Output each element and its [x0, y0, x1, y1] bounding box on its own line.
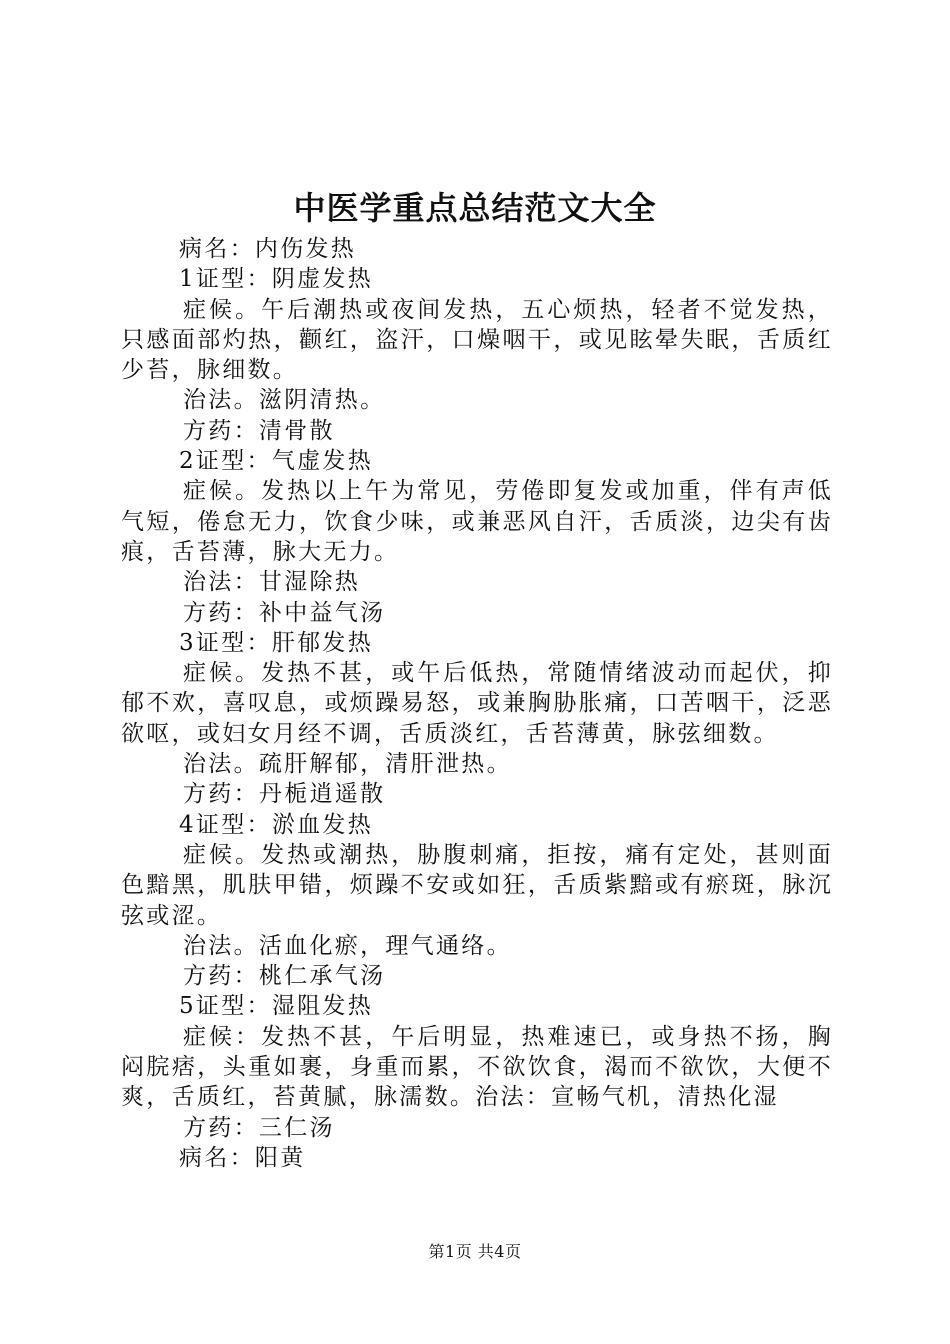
symptoms-paragraph: 症候。发热或潮热，胁腹刺痛，拒按，痛有定处，甚则面色黯黑，肌肤甲错，烦躁不安或如狂，舌质紫黯或有瘀斑，脉沉弦或涩。: [121, 841, 833, 929]
prescription-line: 方药：丹栀逍遥散: [183, 781, 386, 808]
syndrome-type-line: 3证型：肝郁发热: [179, 629, 374, 656]
symptoms-paragraph: 症候。发热不甚，或午后低热，常随情绪波动而起伏，抑郁不欢，喜叹息，或烦躁易怒，或兼胸胁胀痛，口苦咽干，泛恶欲呕，或妇女月经不调，舌质淡红，舌苔薄黄，脉弦细数。: [121, 660, 833, 747]
prescription-line: 方药：清骨散: [183, 417, 335, 444]
treatment-line: 治法。疏肝解郁，清肝泄热。: [183, 751, 512, 778]
syndrome-type-line: 2证型：气虚发热: [179, 448, 374, 475]
prescription-line: 方药：桃仁承气汤: [183, 963, 386, 990]
syndrome-type-line: 4证型：淤血发热: [179, 811, 374, 838]
treatment-line: 治法。活血化瘀，理气通络。: [183, 932, 512, 959]
symptoms-paragraph: 症候：发热不甚，午后明显，热难速已，或身热不扬，胸闷脘痞，头重如裹，身重而累，不欲饮食，渴而不欲饮，大便不爽，舌质红，苔黄腻，脉濡数。治法：宣畅气机，清热化湿: [121, 1023, 833, 1111]
document-body: [121, 234, 833, 1173]
syndrome-type-line: 1证型：阴虚发热: [179, 266, 374, 293]
treatment-line: 治法。滋阴清热。: [183, 387, 386, 414]
disease-name-line: 病名：阳黄: [179, 1144, 306, 1171]
page-footer: 第1页 共4页: [428, 1242, 522, 1261]
treatment-line: 治法：甘湿除热: [183, 569, 361, 596]
prescription-line: 方药：三仁汤: [183, 1114, 335, 1141]
document-title: 中医学重点总结范文大全: [293, 189, 657, 227]
syndrome-type-line: 5证型：湿阻发热: [179, 993, 374, 1020]
prescription-line: 方药：补中益气汤: [183, 599, 386, 626]
symptoms-paragraph: 症候。午后潮热或夜间发热，五心烦热，轻者不觉发热，只感面部灼热，颧红，盗汗，口燥咽干，或见眩晕失眠，舌质红少苔，脉细数。: [121, 296, 833, 384]
symptoms-paragraph: 症候。发热以上午为常见，劳倦即复发或加重，伴有声低气短，倦怠无力，饮食少味，或兼恶风自汗，舌质淡，边尖有齿痕，舌苔薄，脉大无力。: [121, 478, 833, 565]
disease-name-line: 病名：内伤发热: [179, 236, 357, 262]
